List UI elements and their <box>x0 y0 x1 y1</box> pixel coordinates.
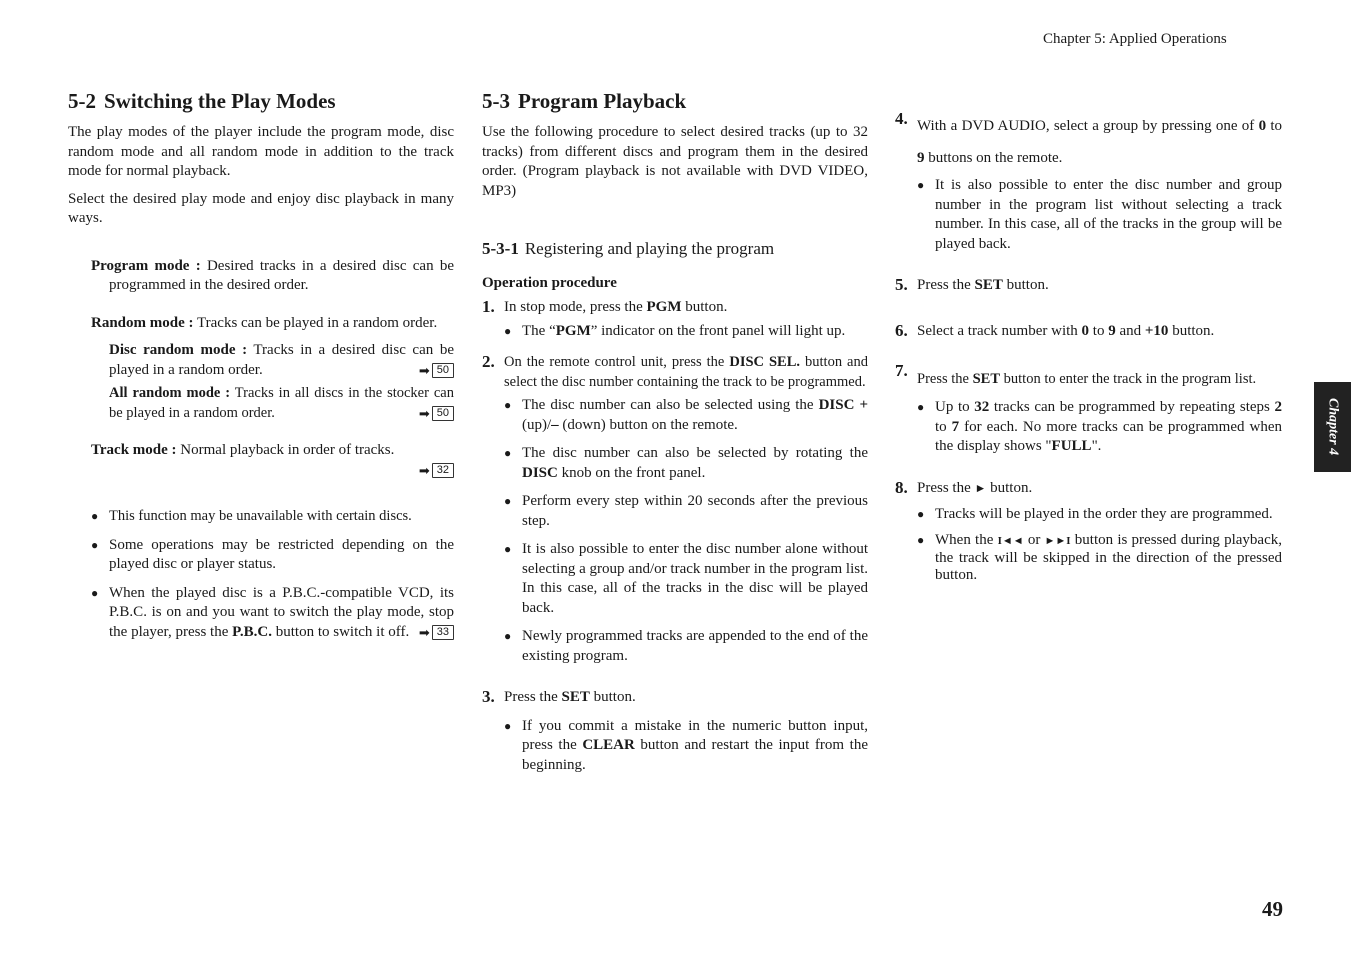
all-random-mode-def: All random mode : Tracks in all discs in the stocker can be played in a random order. ➡ 50 <box>91 384 454 423</box>
step-4: 4. With a DVD AUDIO, select a group by pressing one of 0 to 9 buttons on the remote. ● It is also possible to enter the disc number and group number in the program list without selecting a track number. In this case, all of the tracks in the group will be played back. <box>895 110 1282 254</box>
step-note: ● Tracks will be played in the order they are programmed. <box>917 506 1282 523</box>
track-mode-def: Track mode : Normal playback in order of tracks. ➡ 32 <box>68 441 454 481</box>
arrow-icon: ➡ <box>418 362 430 378</box>
arrow-icon: ➡ <box>418 624 430 640</box>
step-note: ● The disc number can also be selected using the DISC + (up)/– (down) button on the remote. <box>504 396 868 435</box>
note-item: ● This function may be unavailable with certain discs. <box>91 507 454 527</box>
step-note: ● Up to 32 tracks can be programmed by repeating steps 2 to 7 for each. No more tracks can be programmed when the display shows "FULL". <box>917 398 1282 457</box>
page-reference[interactable] <box>419 361 454 381</box>
step-1: 1. In stop mode, press the PGM button. ● The “PGM” indicator on the front panel will light up. <box>482 298 868 341</box>
chapter-tab: Chapter 4 <box>1314 382 1351 472</box>
step-note: ● When the I◄◄ or ►►I button is pressed during playback, the track will be skipped in the direction of the pressed button. <box>917 532 1282 584</box>
step-note: ● It is also possible to enter the disc number and group number in the program list without selecting a track number. In this case, all of the tracks in the group will be played back. <box>917 176 1282 254</box>
page-number: 49 <box>1262 897 1283 921</box>
steps-continued <box>895 109 1283 584</box>
step-3: 3. Press the SET button. ● If you commit a mistake in the numeric button input, press the CLEAR button and restart the input from the beginning. <box>482 688 868 775</box>
intro-paragraph-2: Select the desired play mode and enjoy disc playback in many ways. <box>68 190 454 226</box>
arrow-icon: ➡ <box>418 405 430 421</box>
intro-paragraph: The play modes of the player include the program mode, disc random mode and all random mode in addition to the track mode for normal playback. <box>68 124 454 179</box>
step-note: ● Perform every step within 20 seconds after the previous step. <box>504 492 868 531</box>
running-header: Chapter 5: Applied Operations <box>1043 31 1227 47</box>
section-title: 5-3 Program Playback <box>482 89 687 113</box>
step-5: 5. Press the SET button. <box>895 275 1049 294</box>
note-item: ● Some operations may be restricted depending on the played disc or player status. <box>91 536 454 575</box>
step-8: 8. Press the ► button. ● Tracks will be played in the order they are programmed. ● When the I◄◄ or ►►I button is pressed during playback, the track will be skipped in the direction of the pressed button. <box>895 479 1282 585</box>
step-7: 7. Press the SET button to enter the track in the program list. ● Up to 32 tracks can be programmed by repeating steps 2 to 7 for each. No more tracks can be programmed when the display shows "FULL". <box>895 362 1282 457</box>
step-note: ● Newly programmed tracks are appended to the end of the existing program. <box>504 627 868 666</box>
section-5-3 <box>482 88 868 775</box>
page-reference[interactable] <box>419 623 454 643</box>
step-note: ● The disc number can also be selected by rotating the DISC knob on the front panel. <box>504 444 868 483</box>
random-mode-def: Random mode : Tracks can be played in a random order. Disc random mode : Tracks in a desired disc can be played in a random order. ➡ 50 All random mode : Tracks in all discs in the stocker can be played in a random order. ➡ 50 <box>68 314 454 424</box>
note-item: ● When the played disc is a P.B.C.-compatible VCD, its P.B.C. is on and you want to switch the play mode, stop the player, press the P.B.C. button to switch it off. ➡ 33 <box>91 584 454 643</box>
page-reference[interactable] <box>419 461 454 481</box>
program-mode-def: Program mode : Desired tracks in a desired disc can be programmed in the desired order. <box>91 257 454 293</box>
section-title: 5-2 Switching the Play Modes <box>68 89 336 113</box>
page-reference[interactable] <box>419 404 454 424</box>
section-5-2 <box>68 88 454 642</box>
step-note: ● It is also possible to enter the disc number alone without selecting a group and/or track number in the program list. In this case, all of the tracks in the disc will be played back. <box>504 540 868 618</box>
operation-heading: Operation procedure <box>482 274 617 291</box>
subsection-title: 5-3-1 Registering and playing the program <box>482 239 775 258</box>
step-2: 2. On the remote control unit, press the DISC SEL. button and select the disc number containing the track to be programmed. ● The disc number can also be selected using the DISC + (up)/– (down) button on the remote. ● The disc number can also be selected by rotating the DISC knob on the front panel. ● Perform every step within 20 seconds after the previous step. ● It is also possible to enter the disc number alone without selecting a group and/or track number in the program list. In this case, all of the tracks in the disc will be played back. ● Newly programmed tracks are appended to the end of the existing program. <box>482 353 868 666</box>
book-icon: 32 <box>432 463 454 478</box>
step-note: ● The “PGM” indicator on the front panel will light up. <box>504 322 868 342</box>
intro-paragraph: Use the following procedure to select desired tracks (up to 32 tracks) from different discs and program them in the desired order. (Program playback is not available with DVD VIDEO, MP3) <box>482 124 868 199</box>
skip-forward-icon: ►►I <box>1044 535 1071 547</box>
disc-random-mode-def: Disc random mode : Tracks in a desired disc can be played in a random order. ➡ 50 <box>91 341 454 380</box>
book-icon: 50 <box>432 363 454 378</box>
arrow-icon: ➡ <box>418 462 430 478</box>
book-icon: 50 <box>432 406 454 421</box>
step-6: 6. Select a track number with 0 to 9 and +10 button. <box>895 320 1215 340</box>
step-note: ● If you commit a mistake in the numeric button input, press the CLEAR button and restart the input from the beginning. <box>504 717 868 776</box>
play-icon: ► <box>974 480 987 495</box>
book-icon: 33 <box>432 625 454 640</box>
skip-back-icon: I◄◄ <box>997 535 1024 547</box>
notes-list <box>68 507 454 642</box>
